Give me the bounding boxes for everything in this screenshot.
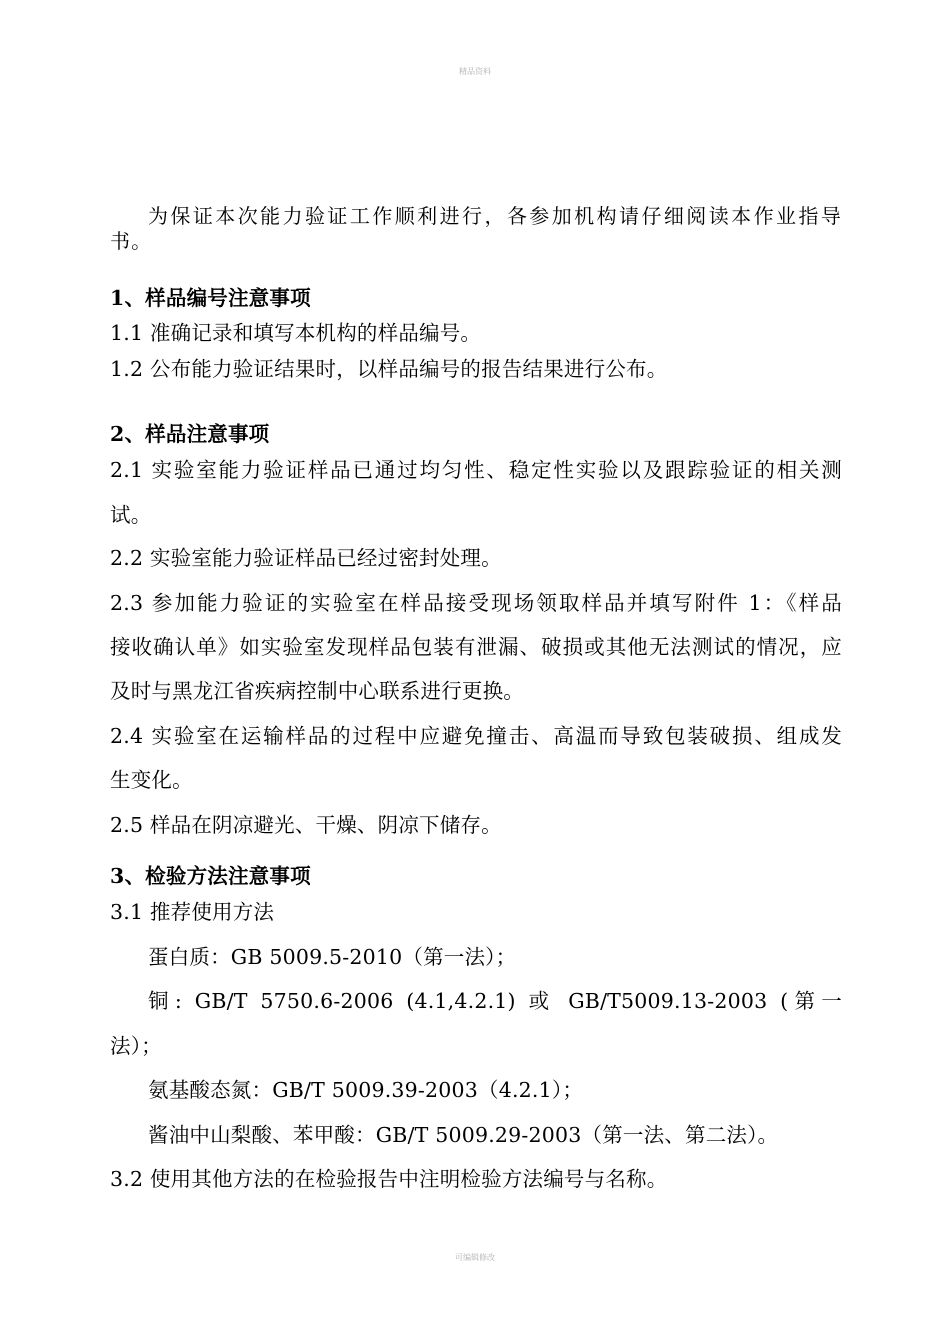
section-2-line-7: 2.4 实验室在运输样品的过程中应避免撞击、高温而导致包装破损、组成发 (110, 724, 842, 748)
section-3-line-5: 氨基酸态氮：GB/T 5009.39-2003（4.2.1）； (148, 1078, 584, 1102)
section-2-line-1: 2.1 实验室能力验证样品已通过均匀性、稳定性实验以及跟踪验证的相关测 (110, 458, 842, 482)
section-2-line-2: 试。 (110, 503, 152, 527)
section-3-heading: 3、检验方法注意事项 (110, 864, 311, 888)
section-3-line-3: 铜: GB/T 5750.6-2006 (4.1,4.2.1) 或 GB/T5009.13-2003 (第一 (148, 989, 842, 1013)
footer-watermark: 可编辑修改 (455, 1253, 495, 1262)
section-2-line-4: 2.3 参加能力验证的实验室在样品接受现场领取样品并填写附件 1：《样品 (110, 591, 842, 615)
section-2-heading: 2、样品注意事项 (110, 422, 270, 446)
section-3-line-4: 法）； (110, 1034, 162, 1058)
section-1-heading: 1、样品编号注意事项 (110, 286, 311, 310)
section-2-line-5: 接收确认单》如实验室发现样品包装有泄漏、破损或其他无法测试的情况，应 (110, 635, 842, 659)
intro-line-1: 为保证本次能力验证工作顺利进行，各参加机构请仔细阅读本作业指导 (148, 204, 842, 228)
header-watermark: 精品资料 (459, 67, 491, 76)
intro-line-2: 书。 (110, 229, 153, 253)
section-3-line-6: 酱油中山梨酸、苯甲酸：GB/T 5009.29-2003（第一法、第二法）。 (148, 1123, 779, 1147)
section-2-line-6: 及时与黑龙江省疾病控制中心联系进行更换。 (110, 679, 524, 703)
section-2-line-8: 生变化。 (110, 768, 193, 792)
section-2-line-3: 2.2 实验室能力验证样品已经过密封处理。 (110, 546, 502, 570)
section-3-line-1: 3.1 推荐使用方法 (110, 900, 275, 924)
section-2-line-9: 2.5 样品在阴凉避光、干燥、阴凉下储存。 (110, 813, 502, 837)
section-1-line-1: 1.1 准确记录和填写本机构的样品编号。 (110, 321, 482, 345)
section-3-line-7: 3.2 使用其他方法的在检验报告中注明检验方法编号与名称。 (110, 1167, 668, 1191)
section-1-line-2: 1.2 公布能力验证结果时，以样品编号的报告结果进行公布。 (110, 357, 668, 381)
section-3-line-2: 蛋白质：GB 5009.5-2010（第一法）； (148, 945, 517, 969)
